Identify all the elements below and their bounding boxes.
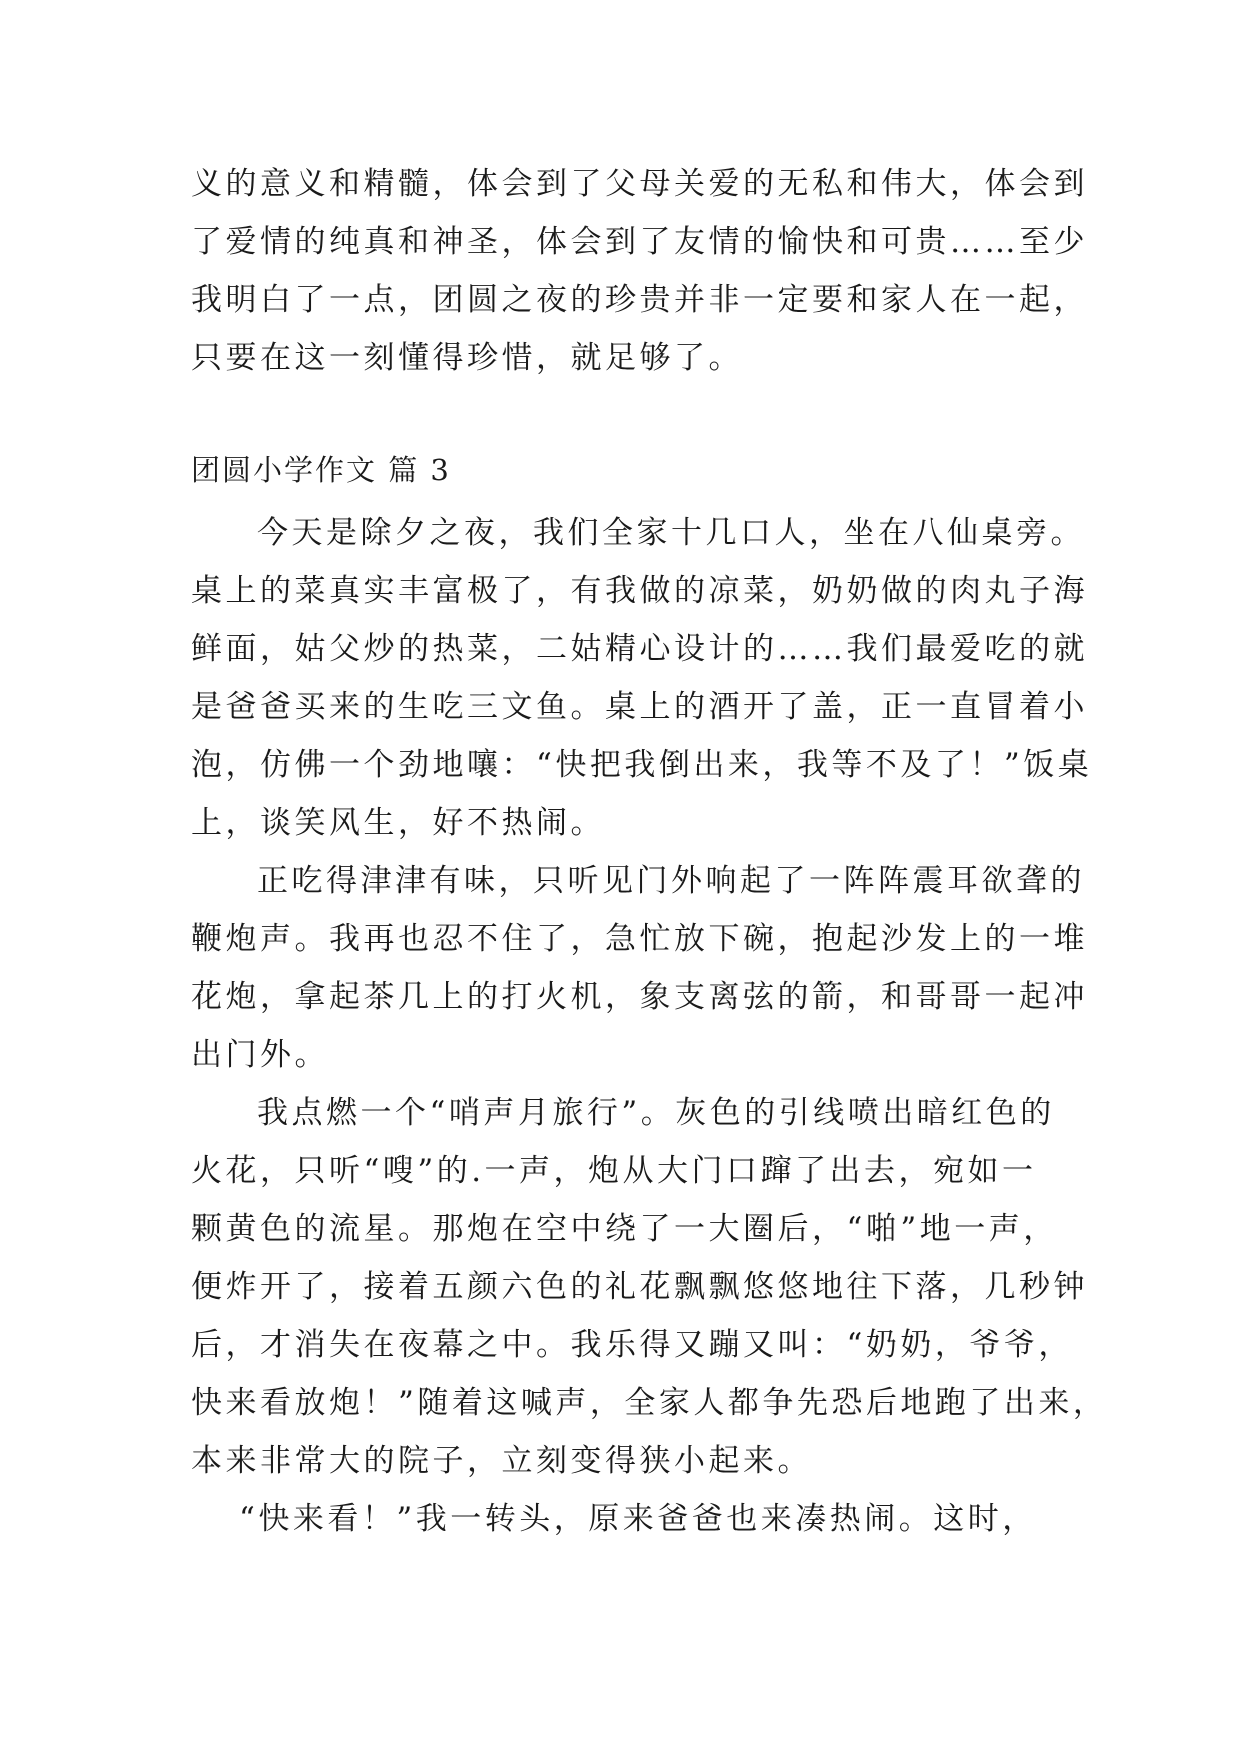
text-line: 是爸爸买来的生吃三文鱼。桌上的酒开了盖，正一直冒着小 <box>191 689 1088 725</box>
text-line: 了爱情的纯真和神圣，体会到了友情的愉快和可贵……至少 <box>191 224 1088 260</box>
text-line: 便炸开了，接着五颜六色的礼花飘飘悠悠地往下落，几秒钟 <box>191 1269 1088 1305</box>
text-line: 本来非常大的院子，立刻变得狭小起来。 <box>191 1443 812 1479</box>
text-line: 今天是除夕之夜，我们全家十几口人，坐在八仙桌旁。 <box>257 515 1085 551</box>
text-line: 只要在这一刻懂得珍惜，就足够了。 <box>191 340 743 376</box>
text-line: 出门外。 <box>191 1037 329 1073</box>
text-line: 鲜面，姑父炒的热菜，二姑精心设计的……我们最爱吃的就 <box>191 631 1088 667</box>
text-line: 颗黄色的流星。那炮在空中绕了一大圈后，“啪”地一声， <box>191 1211 1058 1247</box>
text-line: 桌上的菜真实丰富极了，有我做的凉菜，奶奶做的肉丸子海 <box>191 573 1088 609</box>
text-line: 我明白了一点，团圆之夜的珍贵并非一定要和家人在一起， <box>191 282 1088 318</box>
text-line: 后，才消失在夜幕之中。我乐得又蹦又叫：“奶奶，爷爷， <box>191 1327 1073 1363</box>
text-line: 义的意义和精髓，体会到了父母关爱的无私和伟大，体会到 <box>191 166 1088 202</box>
text-line: “快来看！”我一转头，原来爸爸也来凑热闹。这时， <box>239 1501 1037 1537</box>
text-line: 快来看放炮！”随着这喊声，全家人都争先恐后地跑了出来， <box>191 1385 1108 1421</box>
essay-body <box>191 504 1108 1548</box>
text-line: 火花，只听“嗖”的.一声，炮从大门口蹿了出去，宛如一 <box>191 1153 1037 1189</box>
text-line: 我点燃一个“哨声月旅行”。灰色的引线喷出暗红色的 <box>257 1095 1055 1131</box>
section-heading: 团圆小学作文 篇 3 <box>191 453 451 487</box>
text-line: 上，谈笑风生，好不热闹。 <box>191 805 605 841</box>
text-line: 泡，仿佛一个劲地嚷：“快把我倒出来，我等不及了！”饭桌 <box>191 747 1093 783</box>
text-line: 正吃得津津有味，只听见门外响起了一阵阵震耳欲聋的 <box>257 863 1085 899</box>
text-line: 花炮，拿起茶几上的打火机，象支离弦的箭，和哥哥一起冲 <box>191 979 1088 1015</box>
text-line: 鞭炮声。我再也忍不住了，急忙放下碗，抱起沙发上的一堆 <box>191 921 1088 957</box>
intro-paragraph <box>191 155 1088 387</box>
